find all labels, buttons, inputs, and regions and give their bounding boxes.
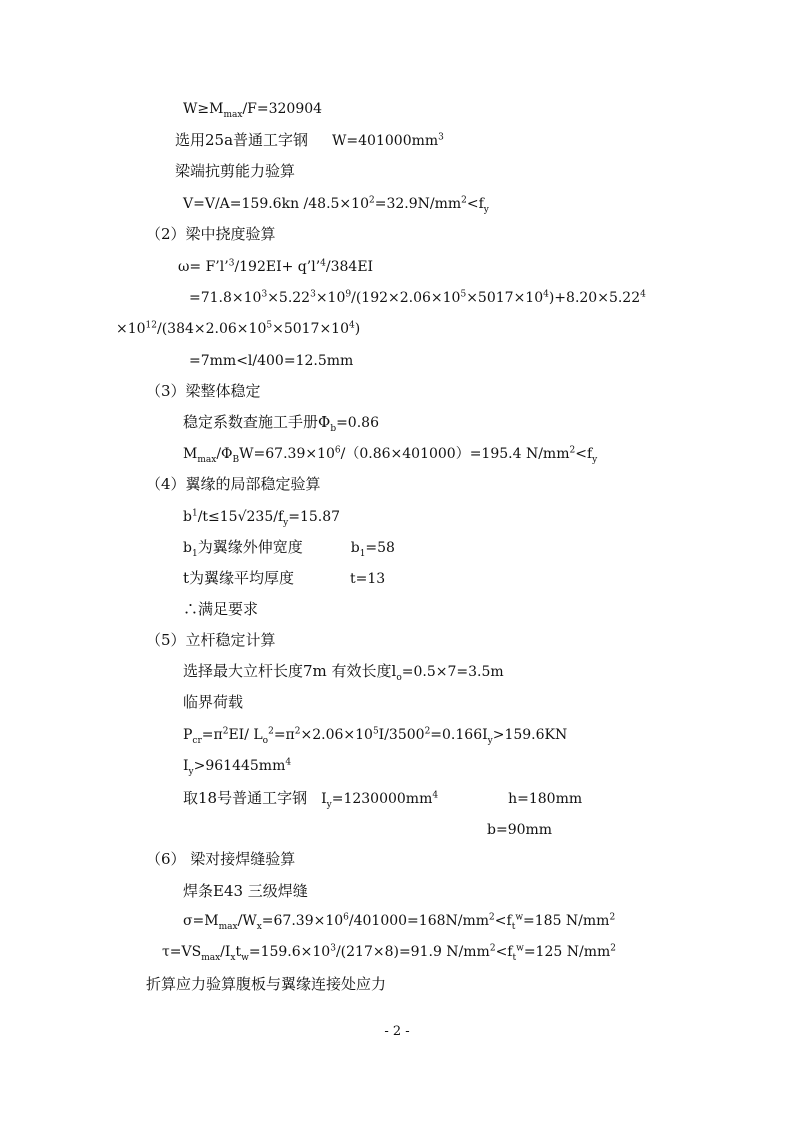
text: ×10 [116, 321, 146, 337]
superscript: 5 [460, 289, 467, 300]
subscript: y [592, 454, 598, 465]
text: h=180mm [508, 791, 583, 807]
text: <f [494, 913, 512, 929]
text: EI/ L [228, 727, 263, 743]
superscript: 2 [368, 195, 375, 206]
subscript: 1 [359, 548, 366, 559]
text: =125 N/mm [523, 944, 611, 960]
text: 稳定系数查施工手册Φ [183, 413, 331, 431]
formula-overall-stability [183, 445, 597, 463]
text: )+8.20×5.22 [548, 290, 641, 306]
superscript: 3 [310, 289, 316, 300]
superscript: 6 [343, 912, 349, 923]
formula-flange-ratio [183, 508, 340, 526]
text: =159.6×10 [248, 944, 331, 960]
subscript: w [241, 952, 249, 963]
text: ) [354, 321, 361, 337]
subscript: B [232, 454, 240, 465]
text: =π [201, 727, 223, 743]
text: V=V/A=159.6kn /48.5×10 [183, 196, 369, 212]
text: =71.8×10 [189, 290, 262, 306]
shear-check-heading: 梁端抗剪能力验算 [175, 162, 296, 180]
stability-coefficient [183, 413, 379, 432]
text: <f [495, 944, 513, 960]
text: =1230000mm [331, 791, 433, 807]
text: /(217×8)=91.9 N/mm [335, 944, 490, 960]
section-6-heading: （6） 梁对接焊缝验算 [146, 850, 296, 868]
formula-w-required [183, 100, 322, 118]
subscript: max [197, 454, 217, 465]
superscript: 9 [345, 289, 352, 300]
subscript: cr [192, 735, 202, 746]
text: b [183, 540, 192, 556]
text: ×5.22 [267, 290, 311, 306]
formula-normal-stress [183, 912, 615, 930]
text: I [183, 758, 189, 774]
formula-shear-stress [162, 943, 616, 961]
text: /Φ [216, 446, 233, 462]
superscript: 4 [349, 320, 355, 331]
text: ω= F’l’ [178, 259, 229, 275]
text: ×5017×10 [466, 290, 544, 306]
superscript: 3 [261, 289, 268, 300]
formula-shear [183, 195, 489, 213]
text: =67.39×10 [261, 913, 344, 929]
subscript: max [223, 109, 243, 120]
critical-load-heading: 临界荷载 [183, 693, 244, 711]
text: I [321, 791, 327, 807]
superscript: 2 [569, 445, 576, 456]
text: ×2.06×10 [300, 727, 373, 743]
text: W≥M [183, 101, 224, 117]
text: I/3500 [378, 727, 425, 743]
superscript: 2 [461, 195, 467, 206]
text: 选择最大立杆长度7m 有效长度l [183, 662, 397, 680]
superscript: 2 [294, 726, 301, 737]
formula-critical-load [183, 726, 567, 744]
text: /(192×2.06×10 [351, 290, 461, 306]
section-2-heading: （2）梁中挠度验算 [146, 225, 276, 243]
text: σ=M [183, 913, 219, 929]
text: =0.166I [430, 727, 488, 743]
weld-electrode: 焊条E43 三级焊缝 [183, 882, 308, 900]
text: =0.86 [336, 415, 379, 431]
subscript: t [512, 952, 517, 963]
requirement-satisfied: ∴满足要求 [183, 600, 259, 618]
page-number: - 2 - [384, 1024, 410, 1039]
superscript: 4 [285, 757, 292, 768]
text: τ=VS [162, 944, 202, 960]
subscript: 1 [191, 548, 198, 559]
superscript: 1 [191, 508, 198, 519]
superscript: w [515, 912, 524, 923]
select-25a-steel [175, 131, 444, 150]
deflection-result: =7mm<l/400=12.5mm [189, 353, 354, 369]
subscript: max [218, 921, 238, 932]
subscript: x [256, 921, 262, 932]
formula-deflection-calc-1 [189, 289, 646, 307]
subscript: y [483, 204, 489, 215]
superscript: 4 [432, 790, 439, 801]
text: /F=320904 [242, 101, 323, 117]
text: /(384×2.06×10 [157, 321, 267, 337]
flange-width-def [183, 538, 395, 557]
subscript: y [188, 766, 194, 777]
text: 选用25a普通工字钢 [175, 131, 309, 149]
subscript: y [283, 517, 289, 528]
converted-stress-heading: 折算应力验算腹板与翼缘连接处应力 [146, 975, 387, 993]
superscript: 4 [320, 258, 326, 269]
superscript: 3 [330, 943, 336, 954]
superscript: 2 [268, 726, 274, 737]
flange-thickness-def [183, 569, 385, 588]
text: /401000=168N/mm [348, 913, 490, 929]
text: ×10 [315, 290, 346, 306]
text: =15.87 [288, 509, 341, 525]
superscript: 2 [489, 943, 496, 954]
superscript: 2 [610, 943, 616, 954]
superscript: 3 [438, 132, 444, 143]
section-4-heading: （4）翼缘的局部稳定验算 [146, 475, 321, 493]
superscript: 5 [372, 726, 379, 737]
superscript: 12 [145, 320, 157, 331]
select-18-steel [183, 789, 582, 808]
formula-deflection [178, 258, 373, 276]
subscript: y [326, 799, 332, 810]
text: >961445mm [193, 758, 286, 774]
text: t为翼缘平均厚度 [183, 569, 295, 587]
subscript: o [396, 672, 402, 683]
superscript: 4 [543, 289, 549, 300]
superscript: 3 [228, 258, 235, 269]
subscript: max [201, 952, 221, 963]
text: b [183, 509, 192, 525]
text: /t≤15√235/f [197, 509, 284, 525]
text: /I [220, 944, 231, 960]
subscript: x [230, 952, 236, 963]
superscript: 4 [640, 289, 646, 300]
text: =π [273, 727, 295, 743]
superscript: 2 [489, 912, 495, 923]
text: P [183, 727, 193, 743]
subscript: o [262, 735, 269, 746]
text: W=401000mm [332, 133, 439, 149]
text: t [235, 944, 242, 960]
text: <f [466, 196, 484, 212]
superscript: 6 [334, 445, 341, 456]
text: M [183, 446, 198, 462]
superscript: w [516, 943, 524, 954]
formula-deflection-calc-2 [116, 320, 360, 338]
text: 取18号普通工字钢 [183, 789, 308, 807]
text: <f [575, 446, 593, 462]
text: /W [237, 913, 257, 929]
superscript: 2 [222, 726, 229, 737]
text: =32.9N/mm [374, 196, 462, 212]
text: t=13 [350, 571, 386, 587]
section-3-heading: （3）梁整体稳定 [146, 382, 261, 400]
column-length [183, 662, 504, 681]
flange-width-value: b=90mm [487, 822, 553, 838]
text: =0.5×7=3.5m [401, 664, 504, 680]
subscript: b [330, 423, 337, 434]
text: /384EI [325, 259, 374, 275]
text: =58 [365, 540, 395, 556]
superscript: 2 [609, 912, 616, 923]
superscript: 5 [266, 320, 273, 331]
text: ×5017×10 [272, 321, 349, 337]
subscript: t [511, 921, 516, 932]
text: W=67.39×10 [239, 446, 335, 462]
text: =185 N/mm [523, 913, 610, 929]
text: /192EI+ q’l’ [234, 259, 321, 275]
text: /（0.86×401000）=195.4 N/mm [340, 446, 570, 462]
section-5-heading: （5）立杆稳定计算 [146, 631, 276, 649]
required-inertia [183, 757, 291, 775]
subscript: y [487, 735, 493, 746]
text: >159.6KN [492, 727, 568, 743]
superscript: 2 [424, 726, 431, 737]
text: 为翼缘外伸宽度 [197, 538, 303, 556]
text: b [350, 540, 360, 556]
